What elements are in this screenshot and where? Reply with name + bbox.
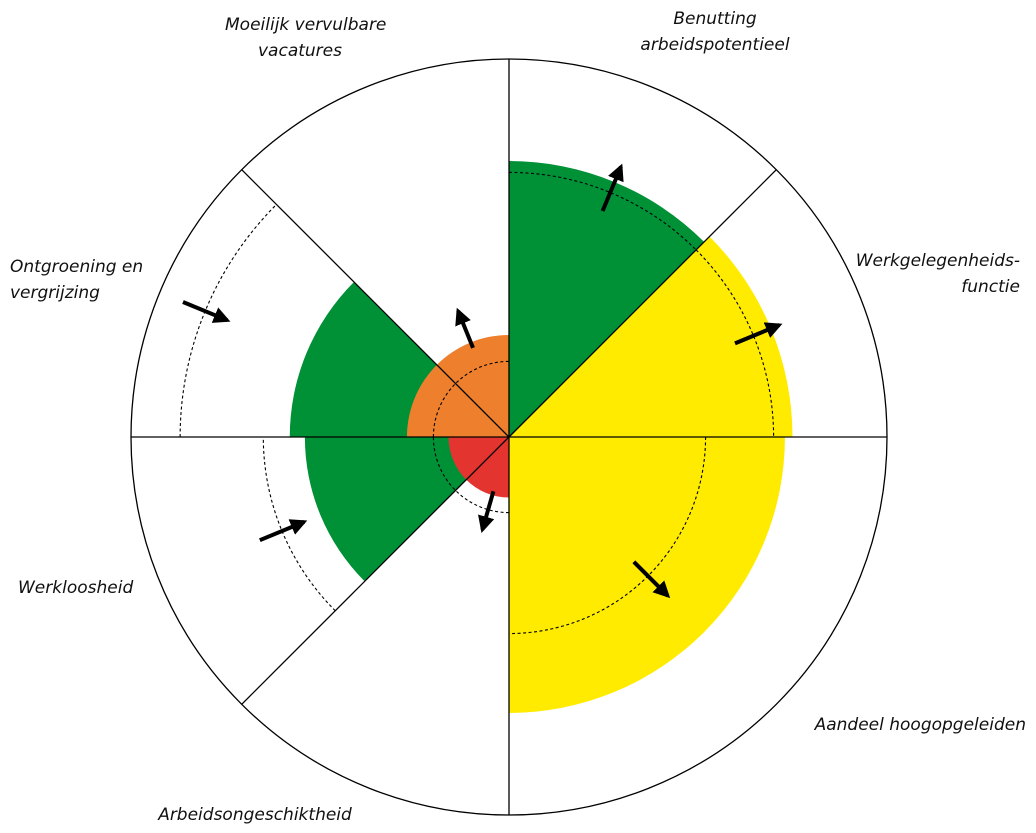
reference-arc-ontgroening-en-vergrijzing xyxy=(180,204,276,437)
trend-arrow-werkloosheid xyxy=(260,522,304,540)
label-arbeidsongeschiktheid: Arbeidsongeschiktheid xyxy=(158,805,352,825)
label-benutting-arbeidspotentieel: Benutting arbeidspotentieel xyxy=(640,9,790,55)
label-ontgroening-en-vergrijzing: Ontgroening en vergrijzing xyxy=(10,257,144,303)
trend-arrow-ontgroening-en-vergrijzing xyxy=(183,302,227,320)
trend-arrow-center-top xyxy=(458,311,473,348)
label-werkloosheid: Werkloosheid xyxy=(18,578,134,598)
label-moeilijk-vervulbare-vacatures: Moeilijk vervulbare vacatures xyxy=(225,15,387,61)
label-aandeel-hoogopgeleiden: Aandeel hoogopgeleiden xyxy=(814,715,1026,735)
label-werkgelegenheidsfunctie: Werkgelegenheids- functie xyxy=(855,251,1020,297)
